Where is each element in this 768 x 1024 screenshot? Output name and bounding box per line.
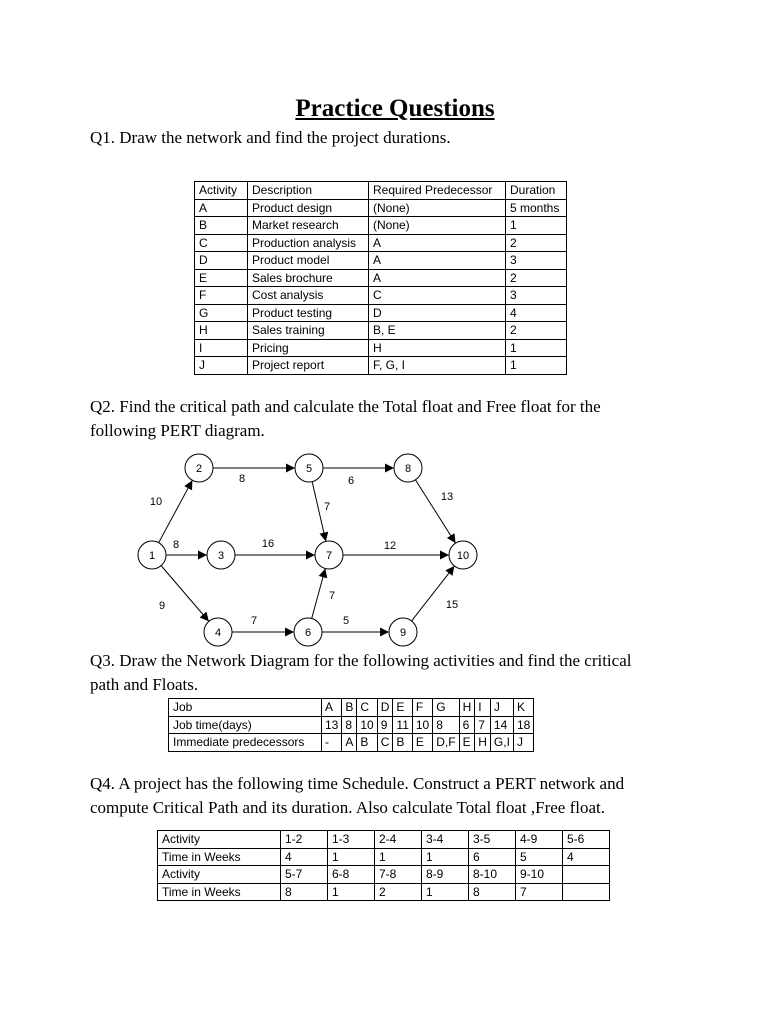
node-label: 1 — [148, 549, 156, 562]
table-cell: B — [357, 734, 377, 752]
table-cell: 6-8 — [328, 866, 375, 884]
table-cell: 1 — [422, 848, 469, 866]
node-3 — [207, 541, 235, 569]
table-cell: 8 — [342, 716, 357, 734]
node-label: 3 — [217, 549, 225, 562]
table-cell: 1-2 — [281, 831, 328, 849]
node-label: 5 — [305, 462, 313, 475]
table-cell: D,F — [433, 734, 459, 752]
q3-table — [168, 698, 534, 752]
table-cell: (None) — [369, 217, 506, 235]
q2-line-1: Q2. Find the critical path and calculate the Total float and Free float for the — [90, 397, 601, 416]
table-cell: B, E — [369, 322, 506, 340]
table-cell: 2 — [375, 883, 422, 901]
table-cell: H — [475, 734, 491, 752]
q3-text — [90, 649, 670, 697]
table-cell — [563, 883, 610, 901]
node-9 — [389, 618, 417, 646]
table-cell: 14 — [490, 716, 513, 734]
table-cell: Immediate predecessors — [169, 734, 322, 752]
table-cell: 5 months — [506, 199, 567, 217]
table-cell: E — [412, 734, 432, 752]
edge-duration-label: 8 — [238, 472, 246, 485]
table-cell: 10 — [412, 716, 432, 734]
table-cell: C — [369, 287, 506, 305]
table-cell: C — [357, 699, 377, 717]
table-cell: Time in Weeks — [158, 848, 281, 866]
node-label: 9 — [399, 626, 407, 639]
table-cell: Product model — [248, 252, 369, 270]
q4-text — [90, 772, 670, 820]
table-cell: B — [195, 217, 248, 235]
table-cell: 7 — [475, 716, 491, 734]
node-1 — [138, 541, 166, 569]
table-cell: Activity — [158, 831, 281, 849]
table-cell: H — [459, 699, 475, 717]
table-cell: I — [475, 699, 491, 717]
q1-text: Q1. Draw the network and find the project durations. — [90, 128, 451, 147]
q4-table — [157, 830, 610, 901]
table-cell: E — [393, 699, 412, 717]
table-cell: 1 — [506, 217, 567, 235]
edge-duration-label: 7 — [250, 614, 258, 627]
table-cell: 6 — [469, 848, 516, 866]
table-cell: Sales training — [248, 322, 369, 340]
table-cell: Product design — [248, 199, 369, 217]
table-cell: 1 — [328, 848, 375, 866]
node-10 — [449, 541, 477, 569]
table-cell: 1-3 — [328, 831, 375, 849]
table-cell: 5 — [516, 848, 563, 866]
table-cell: 6 — [459, 716, 475, 734]
table-cell: 11 — [393, 716, 412, 734]
table-cell: Cost analysis — [248, 287, 369, 305]
table-cell: (None) — [369, 199, 506, 217]
table-row — [158, 848, 610, 866]
table-cell: F — [195, 287, 248, 305]
arrow-8-10 — [415, 480, 455, 543]
table-cell: Pricing — [248, 339, 369, 357]
table-cell: 8-10 — [469, 866, 516, 884]
node-label: 8 — [404, 462, 412, 475]
table-row — [169, 716, 534, 734]
table-cell: F — [412, 699, 432, 717]
table-cell: 13 — [322, 716, 342, 734]
table-cell: F, G, I — [369, 357, 506, 375]
q4-line-1: Q4. A project has the following time Schedule. Construct a PERT network and — [90, 774, 625, 793]
edge-duration-label: 10 — [149, 495, 163, 508]
edge-duration-label: 7 — [323, 500, 331, 513]
table-cell: 8 — [281, 883, 328, 901]
table-cell: D — [195, 252, 248, 270]
column-header: Activity — [195, 182, 248, 200]
edge-duration-label: 15 — [445, 598, 459, 611]
table-cell: 2 — [506, 269, 567, 287]
table-cell: K — [513, 699, 533, 717]
table-cell: 8 — [433, 716, 459, 734]
table-cell: C — [377, 734, 393, 752]
node-8 — [394, 454, 422, 482]
table-cell: Time in Weeks — [158, 883, 281, 901]
table-cell: 2 — [506, 322, 567, 340]
table-cell: Activity — [158, 866, 281, 884]
table-cell: 3-4 — [422, 831, 469, 849]
table-cell: E — [459, 734, 475, 752]
edge-duration-label: 16 — [261, 537, 275, 550]
table-row — [169, 699, 534, 717]
node-6 — [294, 618, 322, 646]
table-cell: 3 — [506, 252, 567, 270]
table-cell: G — [195, 304, 248, 322]
edge-duration-label: 6 — [347, 474, 355, 487]
table-cell: 4 — [563, 848, 610, 866]
table-cell: 1 — [328, 883, 375, 901]
node-7 — [315, 541, 343, 569]
table-cell: 18 — [513, 716, 533, 734]
table-cell: 5-7 — [281, 866, 328, 884]
table-cell: E — [195, 269, 248, 287]
table-cell: 10 — [357, 716, 377, 734]
q3-line-1: Q3. Draw the Network Diagram for the following activities and find the critical — [90, 651, 632, 670]
edge-duration-label: 12 — [383, 539, 397, 552]
edge-duration-label: 13 — [440, 490, 454, 503]
node-label: 10 — [456, 549, 470, 562]
table-row — [158, 831, 610, 849]
table-cell: 3 — [506, 287, 567, 305]
node-label: 4 — [214, 626, 222, 639]
table-cell: 7-8 — [375, 866, 422, 884]
table-cell: A — [195, 199, 248, 217]
q4-line-2: compute Critical Path and its duration. Also calculate Total float ,Free float. — [90, 798, 605, 817]
table-cell: G — [433, 699, 459, 717]
arrow-1-2 — [159, 480, 193, 542]
table-cell: Job — [169, 699, 322, 717]
table-cell: Job time(days) — [169, 716, 322, 734]
table-cell: B — [393, 734, 412, 752]
node-2 — [185, 454, 213, 482]
table-cell: 9-10 — [516, 866, 563, 884]
table-cell: 8 — [469, 883, 516, 901]
table-row — [158, 883, 610, 901]
table-cell: Market research — [248, 217, 369, 235]
column-header: Duration — [506, 182, 567, 200]
table-cell — [563, 866, 610, 884]
edge-duration-label: 9 — [158, 599, 166, 612]
node-label: 7 — [325, 549, 333, 562]
table-cell: 1 — [506, 357, 567, 375]
edge-duration-label: 8 — [172, 538, 180, 551]
table-cell: A — [369, 252, 506, 270]
table-cell: 4 — [506, 304, 567, 322]
table-cell: I — [195, 339, 248, 357]
column-header: Required Predecessor — [369, 182, 506, 200]
table-cell: A — [369, 234, 506, 252]
table-cell: 1 — [375, 848, 422, 866]
arrow-6-7 — [312, 569, 326, 619]
table-cell: Sales brochure — [248, 269, 369, 287]
table-cell: D — [377, 699, 393, 717]
table-cell: Project report — [248, 357, 369, 375]
node-label: 2 — [195, 462, 203, 475]
table-cell: A — [342, 734, 357, 752]
table-cell: H — [195, 322, 248, 340]
table-cell: H — [369, 339, 506, 357]
table-cell: B — [342, 699, 357, 717]
table-cell: C — [195, 234, 248, 252]
table-cell: J — [490, 699, 513, 717]
table-cell: A — [369, 269, 506, 287]
table-cell: 2 — [506, 234, 567, 252]
table-cell: 8-9 — [422, 866, 469, 884]
table-cell: G,I — [490, 734, 513, 752]
table-cell: A — [322, 699, 342, 717]
table-cell: 9 — [377, 716, 393, 734]
node-4 — [204, 618, 232, 646]
node-5 — [295, 454, 323, 482]
table-cell: 2-4 — [375, 831, 422, 849]
arrow-9-10 — [412, 566, 455, 621]
q2-line-2: following PERT diagram. — [90, 421, 265, 440]
node-label: 6 — [304, 626, 312, 639]
table-cell: - — [322, 734, 342, 752]
table-cell: Product testing — [248, 304, 369, 322]
table-row — [158, 866, 610, 884]
arrow-1-4 — [158, 566, 209, 622]
table-cell: D — [369, 304, 506, 322]
q3-line-2: path and Floats. — [90, 675, 199, 694]
table-cell: J — [195, 357, 248, 375]
table-cell: 4-9 — [516, 831, 563, 849]
table-cell: 5-6 — [563, 831, 610, 849]
table-cell: 7 — [516, 883, 563, 901]
table-cell: Production analysis — [248, 234, 369, 252]
edge-duration-label: 7 — [328, 589, 336, 602]
table-cell: 3-5 — [469, 831, 516, 849]
table-cell: 4 — [281, 848, 328, 866]
column-header: Description — [248, 182, 369, 200]
table-row — [169, 734, 534, 752]
table-cell: J — [513, 734, 533, 752]
table-cell: 1 — [422, 883, 469, 901]
table-cell: 1 — [506, 339, 567, 357]
edge-duration-label: 5 — [342, 614, 350, 627]
page-title: Practice Questions — [295, 95, 495, 122]
